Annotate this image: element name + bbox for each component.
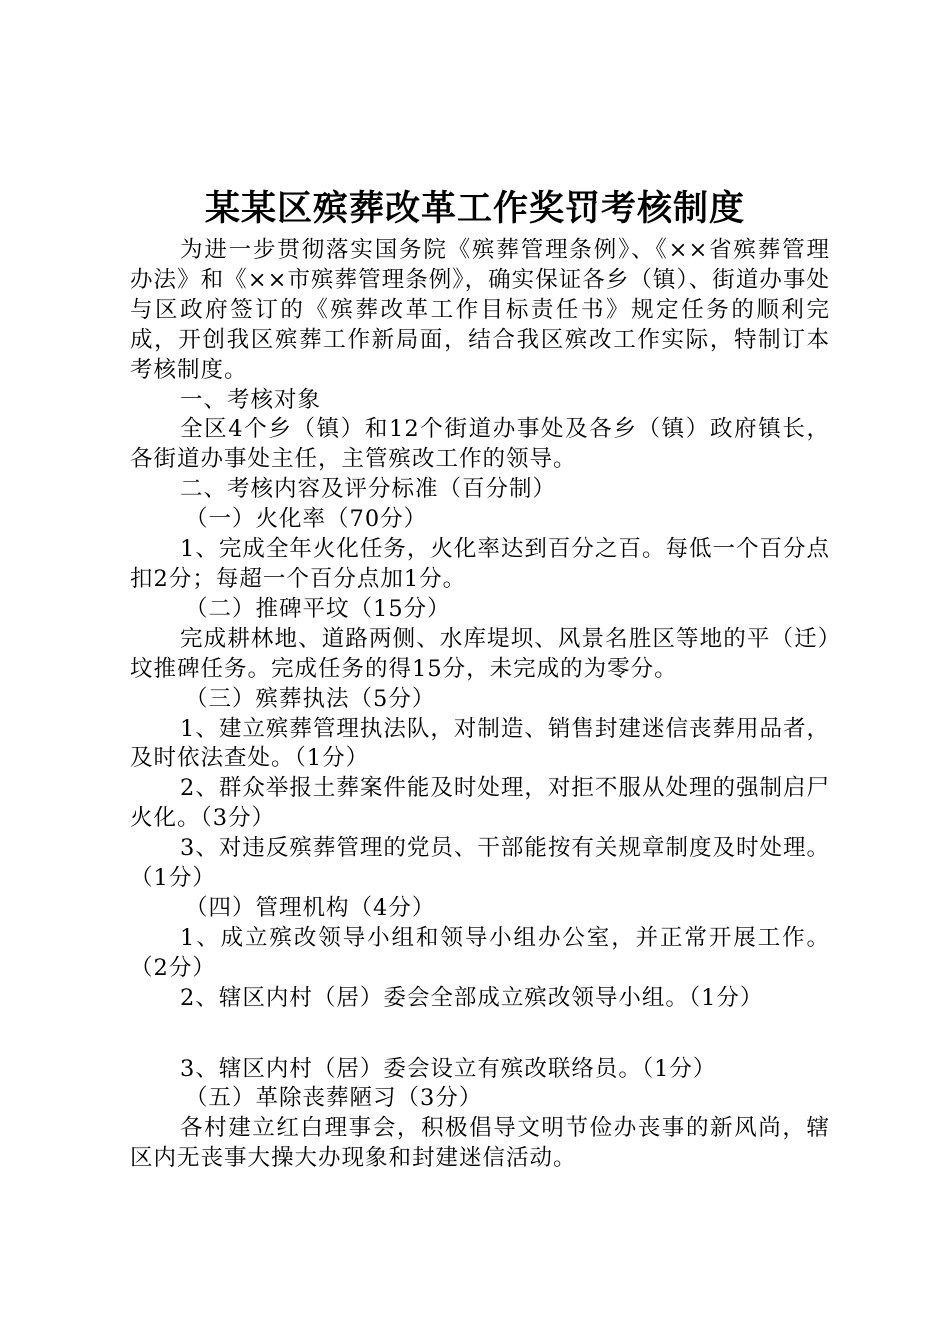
- paragraph-assessment-targets: 全区4个乡（镇）和12个街道办事处及各乡（镇）政府镇长，各街道办事处主任，主管殡改工作的领导。: [130, 416, 830, 473]
- document-body: [130, 236, 830, 1174]
- blank-line: [130, 1014, 830, 1055]
- list-item: 1、完成全年火化任务，火化率达到百分之百。每低一个百分点扣2分；每超一个百分点加1分。: [130, 536, 830, 592]
- subsection-heading-3: （三）殡葬执法（5分）: [185, 685, 436, 712]
- list-item: 完成耕林地、道路两侧、水库堤坝、风景名胜区等地的平（迁）坟推碑任务。完成任务的得15分，未完成的为零分。: [130, 625, 830, 682]
- subsection-heading-1: （一）火化率（70分）: [185, 506, 428, 533]
- list-item: 2、辖区内村（居）委会全部成立殡改领导小组。（1分）: [180, 984, 764, 1011]
- list-item: 各村建立红白理事会，积极倡导文明节俭办丧事的新风尚，辖区内无丧事大操大办现象和封建迷信活动。: [130, 1115, 830, 1172]
- subsection-heading-2: （二）推碑平坟（15分）: [185, 595, 451, 622]
- list-item: 3、对违反殡葬管理的党员、干部能按有关规章制度及时处理。（1分）: [130, 835, 830, 892]
- list-item: 1、建立殡葬管理执法队，对制造、销售封建迷信丧葬用品者，及时依法查处。（1分）: [130, 715, 830, 772]
- section-heading-2: 二、考核内容及评分标准（百分制）: [180, 476, 557, 503]
- document-title: 某某区殡葬改革工作奖罚考核制度: [204, 188, 745, 229]
- subsection-heading-5: （五）革除丧葬陋习（3分）: [185, 1085, 483, 1112]
- list-item: 3、辖区内村（居）委会设立有殡改联络员。（1分）: [180, 1055, 717, 1082]
- subsection-heading-4: （四）管理机构（4分）: [185, 894, 436, 921]
- list-item: 2、群众举报土葬案件能及时处理，对拒不服从处理的强制启尸火化。（3分）: [130, 775, 830, 832]
- section-heading-1: 一、考核对象: [180, 386, 322, 413]
- intro-paragraph: 为进一步贯彻落实国务院《殡葬管理条例》、《××省殡葬管理办法》和《××市殡葬管理条例》，确实保证各乡（镇）、街道办事处与区政府签订的《殡葬改革工作目标责任书》规定任务的顺利完成，开创我区殡葬工作新局面，结合我区殡改工作实际，特制订本考核制度。: [130, 237, 830, 383]
- list-item: 1、成立殡改领导小组和领导小组办公室，并正常开展工作。（2分）: [130, 924, 830, 981]
